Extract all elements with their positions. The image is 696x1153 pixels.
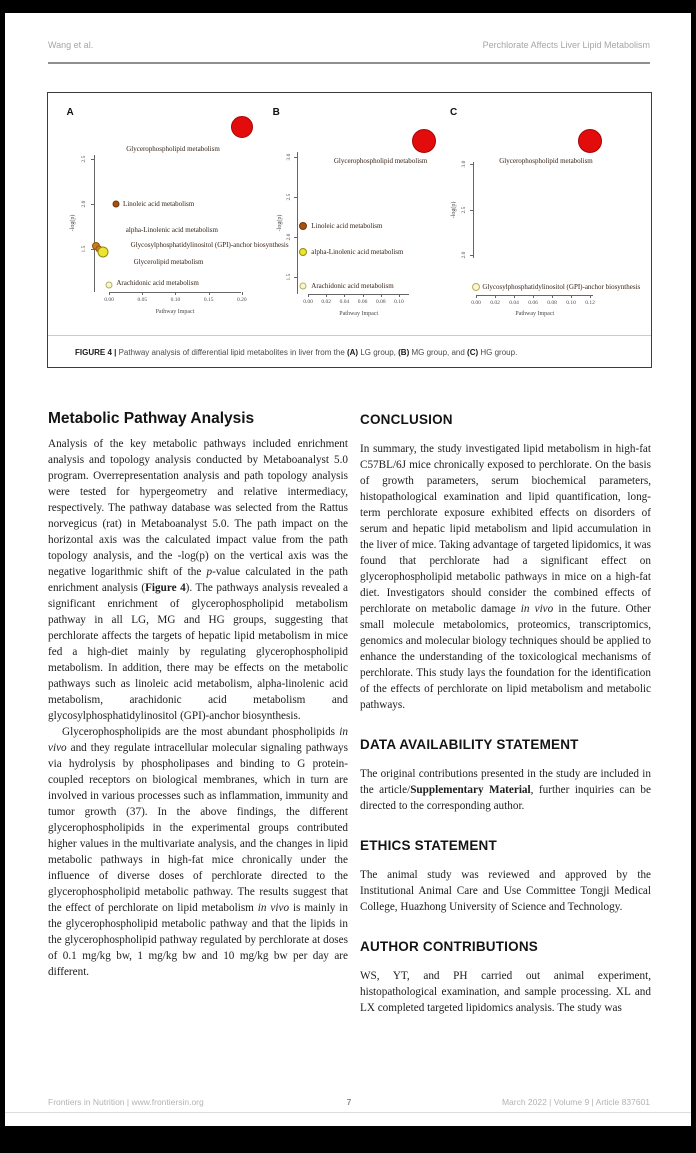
y-tick-label: 2.5 <box>460 206 467 214</box>
y-tick <box>470 164 473 165</box>
point-label: alpha-Linolenic acid metabolism <box>311 248 404 257</box>
y-tick-label: 2.0 <box>285 233 292 241</box>
x-tick-label: 0.10 <box>566 300 576 307</box>
section-heading-ethics: ETHICS STATEMENT <box>360 838 497 853</box>
footer-rule <box>5 1112 691 1113</box>
data-point <box>98 247 109 258</box>
x-tick <box>590 295 591 298</box>
figure-caption-label: FIGURE 4 | <box>75 348 119 357</box>
x-tick <box>552 295 553 298</box>
running-head <box>48 40 650 50</box>
y-tick-label: 2.5 <box>80 155 87 163</box>
footer-journal: Frontiers in Nutrition | www.frontiersin.org <box>48 1097 204 1107</box>
x-tick <box>142 292 143 295</box>
section-heading-data-availability: DATA AVAILABILITY STATEMENT <box>360 737 579 752</box>
data-point <box>412 129 436 153</box>
scatter-panel-b <box>269 97 449 337</box>
x-tick <box>533 295 534 298</box>
page-border-top <box>0 0 696 13</box>
y-axis-title: -log(p) <box>450 201 457 219</box>
x-tick <box>308 294 309 297</box>
data-point <box>578 129 602 153</box>
x-tick <box>344 294 345 297</box>
paragraph: WS, YT, and PH carried out animal experiment, histopathological examination, and sample processing. XL and LX completed targeted lipidomics analysis. The study was <box>360 970 651 1014</box>
x-axis-title: Pathway Impact <box>515 310 555 317</box>
figure-caption-text: Pathway analysis of differential lipid metabolites in liver from the (A) LG group, (B) MG group, and (C) HG group. <box>118 348 518 357</box>
section-heading-metabolic-pathway-analysis: Metabolic Pathway Analysis <box>48 410 255 427</box>
body-columns <box>48 410 651 1016</box>
point-label: Glycosylphosphatidylinositol (GPI)-anchor biosynthesis <box>482 283 641 292</box>
page-border-right <box>691 0 696 1153</box>
y-tick <box>294 237 297 238</box>
x-tick-label: 0.04 <box>509 300 519 307</box>
x-tick <box>495 295 496 298</box>
section-heading-author-contributions: AUTHOR CONTRIBUTIONS <box>360 939 538 954</box>
x-tick <box>242 292 243 295</box>
data-point <box>106 282 113 289</box>
x-tick-label: 0.00 <box>104 297 114 304</box>
y-tick-label: 2.0 <box>460 251 467 259</box>
x-tick-label: 0.10 <box>170 297 181 304</box>
y-axis <box>297 152 298 294</box>
point-label: Glycerolipid metabolism <box>133 258 204 267</box>
running-head-authors: Wang et al. <box>48 40 94 50</box>
y-tick-label: 1.5 <box>80 245 87 253</box>
paragraph: Analysis of the key metabolic pathways included enrichment analysis and topology analysis conducted by Metaboanalyst 5.0 program. Overrepresentation analysis and path topology analysis were tested for hypergeometry and relative intermediacy, respectively. The pathway database was selected from the Rattus norvegicus (rat) in Metaboanalyst 5.0. The path impact on the horizontal axis was the calculated impact value from the path topology analysis, and the -log(p) on the vertical axis was the negative logarithmic shift of the p-value calculated in the path enrichment analysis (Figure 4). The pathways analysis revealed a significant enrichment of glycerophospholipid metabolism pathway in all LG, MG and HG groups, suggesting that perchlorate affects the targets of hepatic lipid metabolism in mice fed a high-diet mainly by regulating glycerophospholipid metabolism. In addition, there may be effects on the metabolic pathways such as linoleic acid metabolism, alpha-linolenic acid metabolism, arachidonic acid metabolism and glycosylphosphatidylinositol (GPI)-anchor biosynthesis. <box>48 438 349 722</box>
x-tick-label: 0.06 <box>528 300 538 307</box>
point-label: Arachidonic acid metabolism <box>311 282 394 291</box>
y-tick <box>91 159 94 160</box>
x-tick <box>326 294 327 297</box>
panel-letter: C <box>450 106 458 118</box>
x-tick-label: 0.06 <box>357 299 368 306</box>
data-point <box>299 222 307 230</box>
y-tick <box>470 210 473 211</box>
y-tick-label: 3.0 <box>285 153 292 161</box>
y-axis <box>94 155 95 293</box>
header-rule <box>48 62 650 64</box>
x-tick <box>175 292 176 295</box>
y-tick-label: 2.0 <box>80 200 87 208</box>
point-label: Glycosylphosphatidylinositol (GPI)-anchor biosynthesis <box>130 240 289 249</box>
x-tick-label: 0.04 <box>339 299 350 306</box>
point-label: Linoleic acid metabolism <box>123 200 195 209</box>
x-tick-label: 0.12 <box>585 300 595 307</box>
page-number: 7 <box>346 1097 352 1107</box>
x-tick <box>381 294 382 297</box>
x-tick <box>109 292 110 295</box>
y-axis-title: -log(p) <box>69 215 76 232</box>
y-tick <box>470 255 473 256</box>
x-axis <box>476 295 593 296</box>
point-label: Glycerophospholipid metabolism <box>126 144 220 153</box>
x-axis-title: Pathway Impact <box>339 310 379 317</box>
x-tick-label: 0.10 <box>394 299 404 306</box>
panel-letter: A <box>66 106 74 118</box>
data-point <box>472 283 480 291</box>
x-tick-label: 0.00 <box>303 299 313 306</box>
paragraph: Glycerophospholipids are the most abundant phospholipids in vivo and they regulate intracellular molecular signaling pathways via hydrolysis by phospholipases and binding to G protein-coupled receptors on biological membranes, which in turn are involved in various processes such as inflammation, immunity and tumor growth (37). In the above findings, the different glycerophospholipids in the experimental groups contributed higher values in the multivariate analysis, and the changes in lipid metabolic pathways in high-fat mice chronically under the influence of diverse doses of perchlorate directed to the glycerophospholipid metabolic pathway. The results suggest that the effect of perchlorate on lipid metabolism in vivo is mainly in the glycerophospholipid metabolic pathway and that the lipids in the glycerophospholipid pathway regulated by perchlorate at doses of 0.1 mg/kg bw, 1 mg/kg bw and 10 mg/kg bw per day are different. <box>48 726 348 978</box>
section-heading-conclusion: CONCLUSION <box>360 412 453 427</box>
x-tick <box>209 292 210 295</box>
x-tick-label: 0.15 <box>203 297 214 304</box>
running-head-title: Perchlorate Affects Liver Lipid Metabolism <box>482 40 650 50</box>
figure-4-box <box>47 92 652 368</box>
right-column <box>360 410 651 1016</box>
panel-letter: B <box>272 106 280 118</box>
x-tick <box>476 295 477 298</box>
x-tick <box>571 295 572 298</box>
y-tick-label: 3.0 <box>460 160 467 168</box>
y-tick-label: 1.5 <box>285 273 292 281</box>
y-tick-label: 2.5 <box>285 193 292 201</box>
footer-citation: March 2022 | Volume 9 | Article 837601 <box>501 1097 650 1107</box>
x-tick-label: 0.08 <box>375 299 386 306</box>
x-tick-label: 0.02 <box>490 300 500 307</box>
x-axis-title: Pathway Impact <box>155 309 195 316</box>
x-tick-label: 0.05 <box>137 297 148 304</box>
page-border-bottom <box>0 1126 696 1153</box>
x-tick <box>514 295 515 298</box>
x-tick <box>363 294 364 297</box>
paragraph: The original contributions presented in the study are included in the article/Supplementary Material, further inquiries can be directed to the corresponding author. <box>360 768 651 812</box>
scatter-panel-c <box>446 97 648 337</box>
point-label: Glycerophospholipid metabolism <box>499 156 593 165</box>
x-axis <box>308 294 409 295</box>
y-tick <box>294 157 297 158</box>
x-tick-label: 0.20 <box>237 297 247 304</box>
x-tick-label: 0.02 <box>321 299 332 306</box>
x-tick-label: 0.08 <box>547 300 557 307</box>
data-point <box>299 248 307 256</box>
data-point <box>231 116 253 138</box>
x-tick <box>399 294 400 297</box>
y-axis <box>473 162 474 258</box>
point-label: alpha-Linolenic acid metabolism <box>125 226 218 235</box>
y-tick <box>91 204 94 205</box>
paragraph: In summary, the study investigated lipid metabolism in high-fat C57BL/6J mice chronically exposed to perchlorate. On the basis of growth parameters, serum biochemical parameters, histopathological examination and lipid quantification, long-term perchlorate exposure exhibited effects on disorders of serum and hepatic lipid metabolism and lipid accumulation in the liver of mice. Taking advantage of targeted lipidomics, it was found that perchlorate had a significant effect on glycerophospholipid metabolic pathways in mice on a high-fat diet. Investigators should consider the combined effects of perchlorate on metabolic damage in vivo in the future. Other small molecule metabolomics, proteomics, transcriptomics, genomics and molecular biology techniques should be applied to enhance the understanding of the toxicological mechanisms of perchlorate. This study lays the foundation for the identification of the effects of perchlorate on lipid metabolism and metabolic pathways. <box>360 443 651 711</box>
point-label: Glycerophospholipid metabolism <box>333 156 428 165</box>
y-tick <box>294 277 297 278</box>
point-label: Arachidonic acid metabolism <box>116 278 199 287</box>
data-point <box>112 201 119 208</box>
caption-divider <box>48 335 651 336</box>
page-border-left <box>0 0 5 1153</box>
y-axis-title: -log(p) <box>276 214 283 232</box>
left-column <box>48 410 348 1016</box>
paragraph: The animal study was reviewed and approved by the Institutional Animal Care and Use Committee Tongji Medical College, Huazhong University of Science and Technology. <box>360 869 651 913</box>
figure-caption <box>75 347 641 358</box>
point-label: Linoleic acid metabolism <box>311 222 383 231</box>
x-tick-label: 0.00 <box>471 300 481 307</box>
y-tick <box>294 197 297 198</box>
data-point <box>300 283 307 290</box>
